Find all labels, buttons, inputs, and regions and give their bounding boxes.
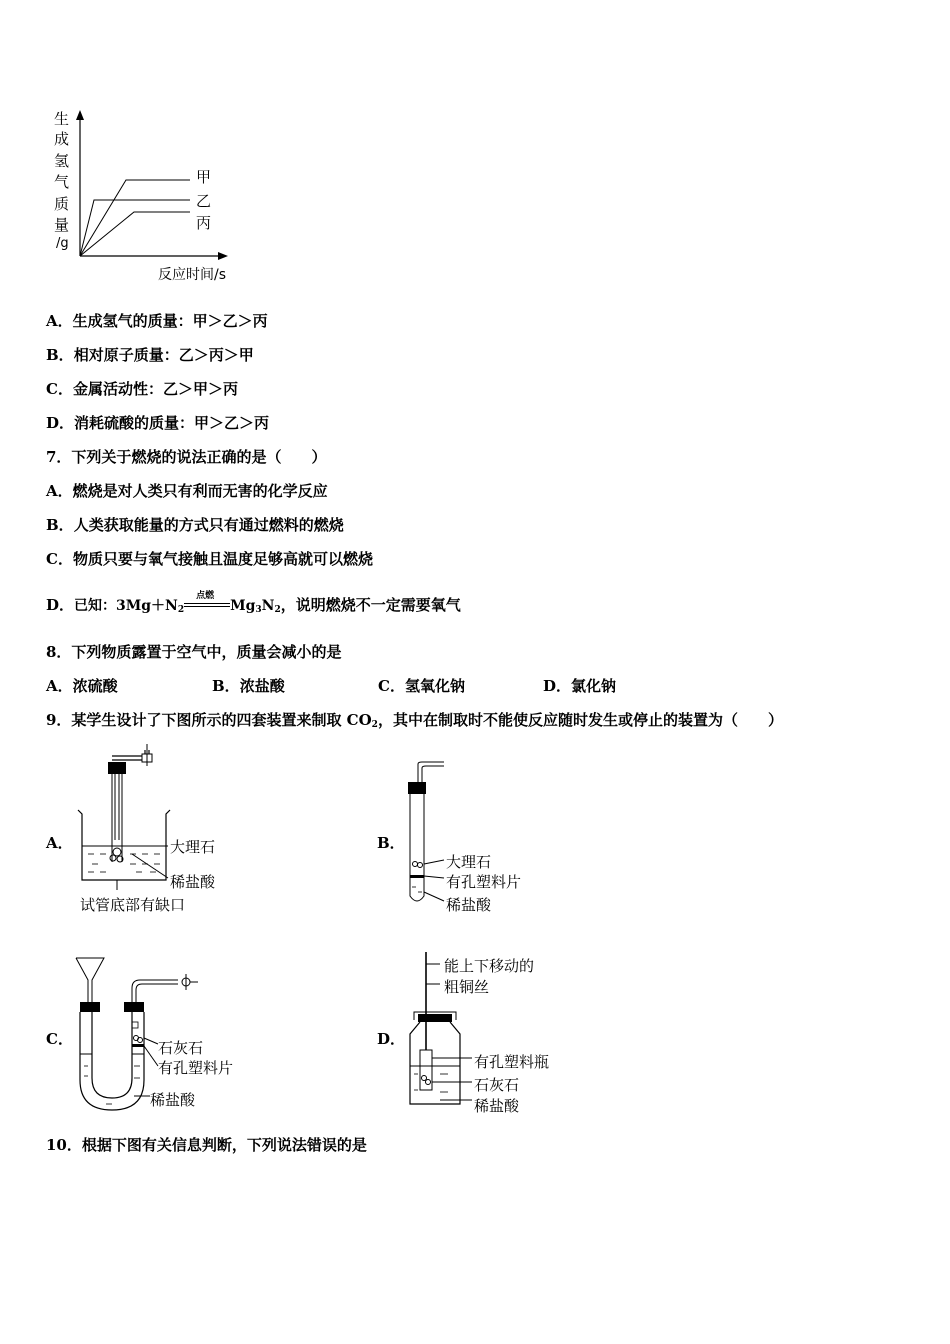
graph-ylabel-5: 质: [54, 195, 70, 213]
line-jia: [80, 180, 190, 256]
reaction-condition: 点燃: [196, 591, 215, 601]
apparatus-b-label-plate: 有孔塑料片: [446, 873, 522, 891]
q7-option-b[interactable]: B．人类获取能量的方式只有通过燃料的燃烧: [46, 516, 344, 534]
apparatus-a-label-acid: 稀盐酸: [170, 873, 216, 891]
q8-option-d[interactable]: D．氯化钠: [543, 677, 617, 695]
q7-stem: 7．下列关于燃烧的说法正确的是（ ）: [46, 448, 327, 466]
graph-axes: [70, 108, 270, 268]
apparatus-c-label-acid: 稀盐酸: [150, 1091, 196, 1109]
graph-ylabel-3: 氢: [54, 152, 70, 170]
q10-stem: 10．根据下图有关信息判断，下列说法错误的是: [46, 1136, 367, 1154]
graph-xlabel: 反应时间/s: [158, 267, 227, 283]
apparatus-d-label-wire-2: 粗铜丝: [444, 978, 490, 996]
apparatus-d-label-acid: 稀盐酸: [474, 1097, 520, 1115]
graph-ylabel-4: 气: [54, 173, 70, 191]
apparatus-d-label-wire-1: 能上下移动的: [444, 957, 535, 975]
reaction-arrow: [184, 591, 230, 612]
graph-ylabel-6: 量: [54, 216, 70, 234]
q7-option-a[interactable]: A．燃烧是对人类只有利而无害的化学反应: [46, 482, 328, 500]
apparatus-c-label-limestone: 石灰石: [158, 1039, 204, 1057]
q6-option-d[interactable]: D．消耗硫酸的质量：甲＞乙＞丙: [46, 414, 270, 432]
q6-option-c[interactable]: C．金属活动性：乙＞甲＞丙: [46, 380, 238, 398]
q8-option-a[interactable]: A．浓硫酸: [46, 677, 118, 695]
q6-option-b[interactable]: B．相对原子质量：乙＞丙＞甲: [46, 346, 254, 364]
apparatus-d-letter[interactable]: D．: [377, 1030, 406, 1048]
q8-stem: 8．下列物质露置于空气中，质量会减小的是: [46, 643, 342, 661]
apparatus-c-label-plate: 有孔塑料片: [158, 1059, 234, 1077]
apparatus-b-label-acid: 稀盐酸: [446, 896, 492, 914]
graph-ylabel-2: 成: [54, 130, 70, 148]
q7-option-d[interactable]: D．已知：$3Mg+N_2$ 点燃 $Mg_3N_2$，说明燃烧不一定需要氧气: [46, 595, 461, 620]
q8-option-c[interactable]: C．氢氧化钠: [378, 677, 465, 695]
apparatus-a-letter[interactable]: A．: [46, 834, 73, 852]
legend-bing: 丙: [196, 214, 212, 232]
line-bing: [80, 212, 190, 256]
graph-ylabel-unit: /g: [56, 236, 69, 251]
legend-jia: 甲: [196, 168, 212, 186]
apparatus-d-label-limestone: 石灰石: [474, 1076, 520, 1094]
q7-option-c[interactable]: C．物质只要与氧气接触且温度足够高就可以燃烧: [46, 550, 373, 568]
apparatus-c-letter[interactable]: C．: [46, 1030, 73, 1048]
apparatus-a-label-marble: 大理石: [170, 838, 216, 856]
apparatus-d-label-bottle: 有孔塑料瓶: [474, 1053, 550, 1071]
legend-yi: 乙: [196, 192, 212, 210]
apparatus-a-label-notch: 试管底部有缺口: [80, 896, 186, 914]
apparatus-b-label-marble: 大理石: [446, 853, 492, 871]
q9-stem: 9．某学生设计了下图所示的四套装置来制取 $CO_2$，其中在制取时不能使反应随时发生或停止的装置为（ ）: [46, 711, 783, 730]
q6-option-a[interactable]: A．生成氢气的质量：甲＞乙＞丙: [46, 312, 268, 330]
q8-option-b[interactable]: B．浓盐酸: [212, 677, 285, 695]
graph-ylabel-1: 生: [54, 110, 70, 128]
apparatus-b-letter[interactable]: B．: [377, 834, 405, 852]
